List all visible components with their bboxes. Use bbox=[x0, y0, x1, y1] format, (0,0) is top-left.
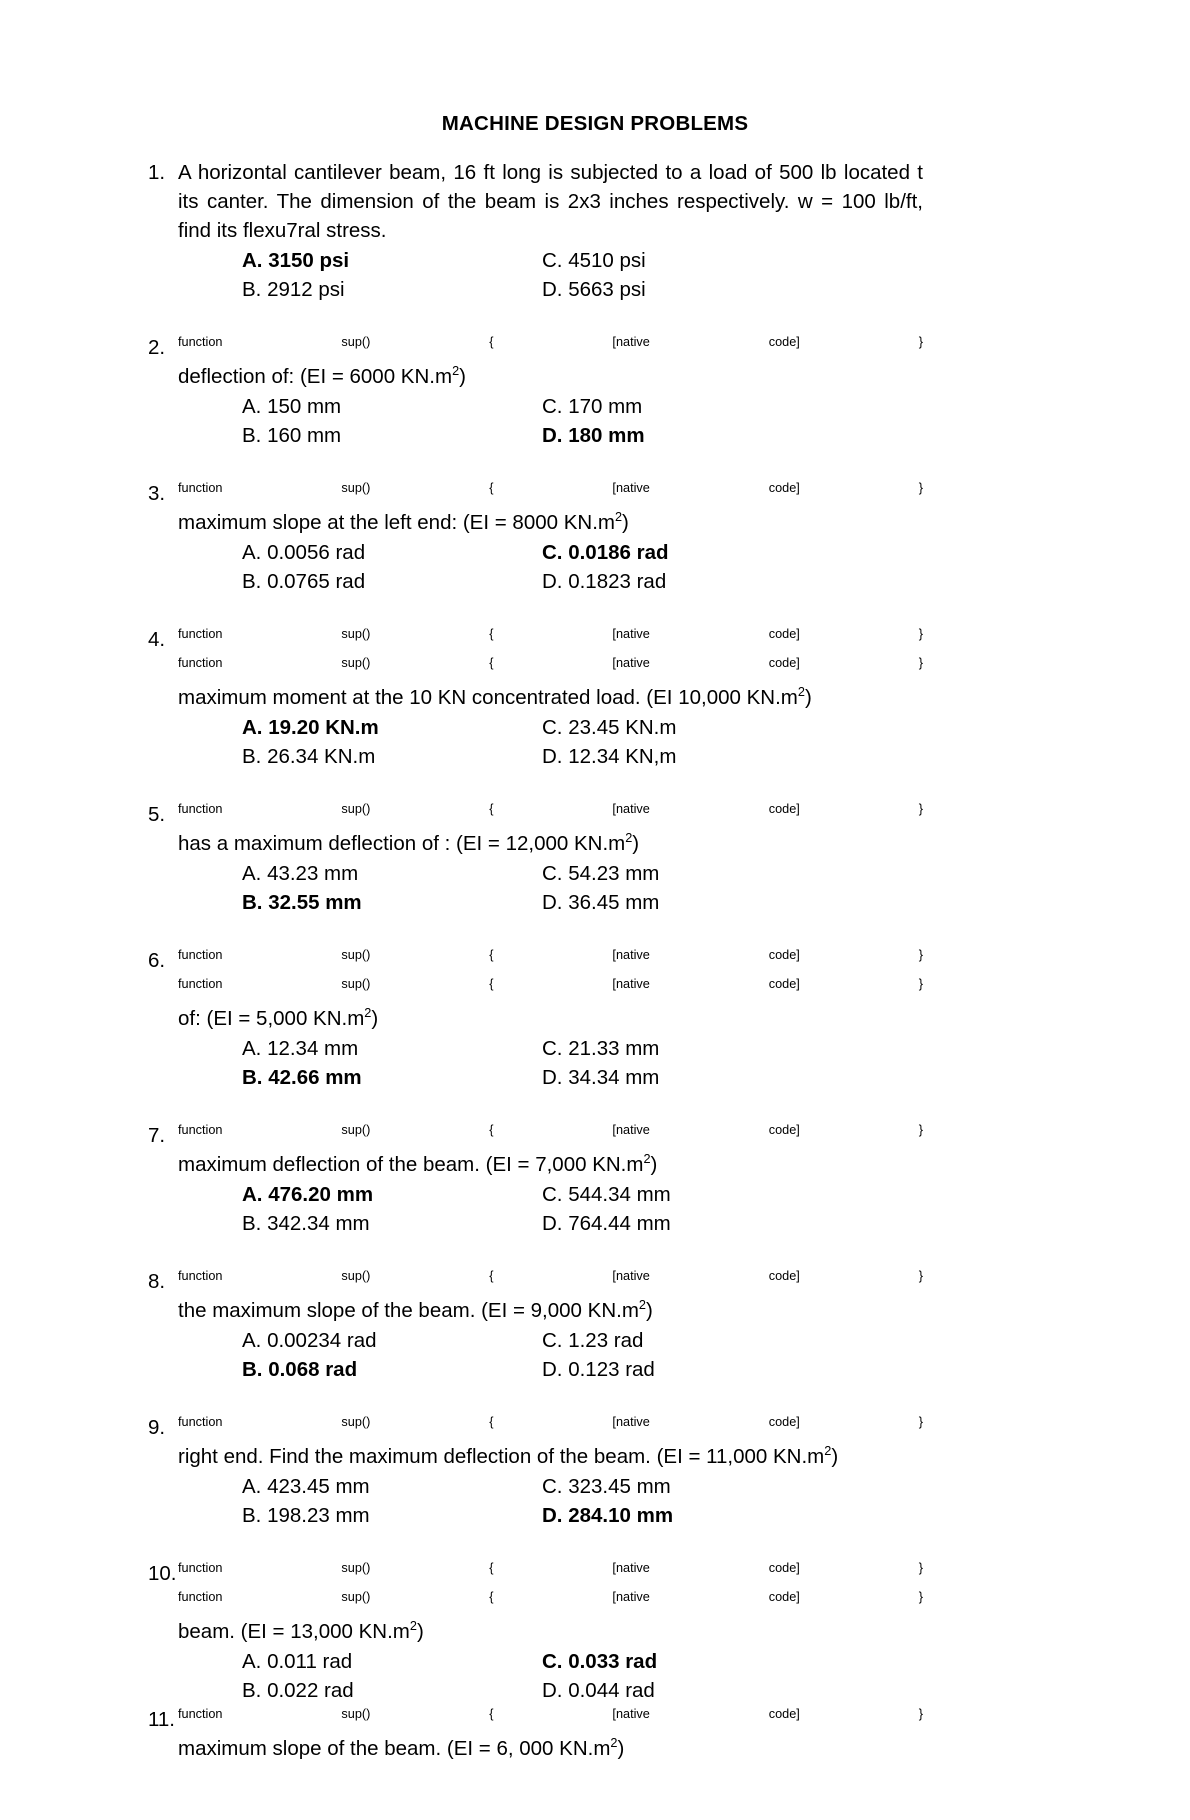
answer-choice[interactable]: A. 0.00234 rad bbox=[242, 1329, 377, 1352]
problem-number: 10. bbox=[148, 1562, 177, 1585]
exponent: 2 bbox=[824, 1443, 832, 1459]
problem-body bbox=[148, 1705, 923, 1763]
answer-choice[interactable]: C. 544.34 mm bbox=[542, 1183, 671, 1206]
answer-choice[interactable]: C. 21.33 mm bbox=[542, 1037, 660, 1060]
answer-choice[interactable]: B. 0.068 rad bbox=[242, 1358, 358, 1381]
problem-line bbox=[178, 1617, 923, 1646]
answer-choice[interactable]: C. 54.23 mm bbox=[542, 862, 660, 885]
answer-choice[interactable]: B. 26.34 KN.m bbox=[242, 745, 376, 768]
exponent: function sup() { [native code] } bbox=[178, 801, 923, 817]
closing-paren: ) bbox=[617, 1737, 625, 1760]
problem-body bbox=[148, 158, 923, 245]
answer-choice-row bbox=[242, 1501, 802, 1530]
answer-choice-row bbox=[242, 742, 802, 771]
problem-statement bbox=[178, 1413, 923, 1471]
answer-choice[interactable]: C. 1.23 rad bbox=[542, 1329, 644, 1352]
answer-choice-row bbox=[242, 888, 802, 917]
exponent: function sup() { [native code] } bbox=[178, 1560, 923, 1576]
problem-line-text: the maximum slope of the beam. (EI = 9,000 KN.m bbox=[178, 1299, 639, 1322]
problem-spacer bbox=[148, 1238, 923, 1267]
answer-choice[interactable]: B. 42.66 mm bbox=[242, 1066, 362, 1089]
answer-choice[interactable]: D. 12.34 KN,m bbox=[542, 745, 677, 768]
exponent: function sup() { [native code] } bbox=[178, 626, 923, 642]
closing-paren: ) bbox=[416, 1620, 424, 1643]
answer-choice-row bbox=[242, 1326, 802, 1355]
problem-number: 6. bbox=[148, 949, 166, 972]
problem-line bbox=[178, 333, 923, 362]
problem-number: 7. bbox=[148, 1124, 166, 1147]
problem-line bbox=[178, 975, 923, 1004]
exponent: function sup() { [native code] } bbox=[178, 655, 923, 671]
answer-choice[interactable]: D. 34.34 mm bbox=[542, 1066, 660, 1089]
problems-list bbox=[148, 158, 923, 1763]
answer-choice[interactable]: B. 0.022 rad bbox=[242, 1679, 354, 1702]
answer-choice[interactable]: A. 19.20 KN.m bbox=[242, 716, 379, 739]
problem-line-text: has a maximum deflection of : (EI = 12,000 KN.m bbox=[178, 832, 626, 855]
problem-line bbox=[178, 683, 923, 712]
problem-statement bbox=[178, 158, 923, 245]
closing-paren: ) bbox=[645, 1299, 653, 1322]
answer-choice-row bbox=[242, 1472, 802, 1501]
problem-line bbox=[178, 625, 923, 654]
problem-statement bbox=[178, 946, 923, 1033]
answer-choice[interactable]: B. 198.23 mm bbox=[242, 1504, 370, 1527]
answer-choice[interactable]: C. 23.45 KN.m bbox=[542, 716, 677, 739]
problem-item bbox=[148, 625, 923, 771]
answer-choice[interactable]: A. 0.011 rad bbox=[242, 1650, 353, 1673]
problem-statement bbox=[178, 1267, 923, 1325]
closing-paren: ) bbox=[622, 511, 629, 534]
problem-line-text: maximum deflection of the beam. (EI = 7,000 KN.m bbox=[178, 1153, 644, 1176]
problem-line-text: right end. Find the maximum deflection of the beam. (EI = 11,000 KN.m bbox=[178, 1445, 825, 1468]
exponent: function sup() { [native code] } bbox=[178, 976, 923, 992]
answer-choice-row bbox=[242, 567, 802, 596]
problem-line bbox=[178, 158, 923, 187]
problem-item bbox=[148, 1705, 923, 1763]
problem-line bbox=[178, 1588, 923, 1617]
problem-statement bbox=[178, 1705, 923, 1763]
answer-choice-row bbox=[242, 713, 802, 742]
problem-line bbox=[178, 1267, 923, 1296]
problem-spacer bbox=[148, 596, 923, 625]
problem-line bbox=[178, 654, 923, 683]
problem-body bbox=[148, 1413, 923, 1471]
exponent: function sup() { [native code] } bbox=[178, 334, 923, 350]
answer-choice[interactable]: C. 4510 psi bbox=[542, 249, 646, 272]
answer-choices bbox=[242, 246, 802, 304]
answer-choice[interactable]: B. 0.0765 rad bbox=[242, 570, 366, 593]
closing-paren: ) bbox=[650, 1153, 658, 1176]
answer-choices bbox=[242, 392, 802, 450]
exponent: function sup() { [native code] } bbox=[178, 480, 923, 496]
answer-choice[interactable]: C. 0.0186 rad bbox=[542, 541, 669, 564]
closing-paren: ) bbox=[459, 365, 466, 388]
exponent: 2 bbox=[409, 1618, 417, 1634]
answer-choice[interactable]: A. 43.23 mm bbox=[242, 862, 359, 885]
problem-line bbox=[178, 1705, 923, 1734]
answer-choice-row bbox=[242, 1063, 802, 1092]
problem-item bbox=[148, 1413, 923, 1530]
problem-line bbox=[178, 946, 923, 975]
problem-spacer bbox=[148, 1384, 923, 1413]
answer-choice[interactable]: A. 150 mm bbox=[242, 395, 342, 418]
problem-statement bbox=[178, 479, 923, 537]
exponent: 2 bbox=[643, 1151, 651, 1167]
answer-choice[interactable]: C. 323.45 mm bbox=[542, 1475, 671, 1498]
exponent: function sup() { [native code] } bbox=[178, 1589, 923, 1605]
answer-choice[interactable]: A. 3150 psi bbox=[242, 249, 350, 272]
problem-item bbox=[148, 1121, 923, 1238]
closing-paren: ) bbox=[632, 832, 640, 855]
closing-paren: ) bbox=[804, 686, 812, 709]
exponent: function sup() { [native code] } bbox=[178, 1122, 923, 1138]
problem-body bbox=[148, 1267, 923, 1325]
problem-number: 11. bbox=[148, 1708, 175, 1731]
problem-body bbox=[148, 333, 923, 391]
problem-number: 2. bbox=[148, 336, 166, 359]
answer-choices bbox=[242, 1472, 802, 1530]
answer-choices bbox=[242, 713, 802, 771]
exponent: function sup() { [native code] } bbox=[178, 1706, 923, 1722]
answer-choice[interactable]: B. 342.34 mm bbox=[242, 1212, 370, 1235]
answer-choice[interactable]: D. 0.123 rad bbox=[542, 1358, 655, 1381]
answer-choice[interactable]: D. 36.45 mm bbox=[542, 891, 660, 914]
problem-item bbox=[148, 1559, 923, 1705]
problem-statement bbox=[178, 1121, 923, 1179]
answer-choice[interactable]: B. 32.55 mm bbox=[242, 891, 362, 914]
answer-choice-row bbox=[242, 1355, 802, 1384]
answer-choice-row bbox=[242, 1647, 802, 1676]
problem-number: 4. bbox=[148, 628, 166, 651]
problem-statement bbox=[178, 1559, 923, 1646]
answer-choice[interactable]: C. 0.033 rad bbox=[542, 1650, 658, 1673]
closing-paren: ) bbox=[831, 1445, 839, 1468]
answer-choice-row bbox=[242, 1180, 802, 1209]
answer-choice-row bbox=[242, 538, 802, 567]
answer-choices bbox=[242, 1034, 802, 1092]
problem-item bbox=[148, 800, 923, 917]
problem-spacer bbox=[148, 450, 923, 479]
problem-line-text: maximum slope at the left end: (EI = 8000 KN.m bbox=[178, 511, 615, 534]
answer-choice[interactable]: C. 170 mm bbox=[542, 395, 643, 418]
problem-number: 1. bbox=[148, 161, 166, 184]
exponent: function sup() { [native code] } bbox=[178, 1268, 923, 1284]
exponent: 2 bbox=[614, 509, 623, 525]
answer-choice[interactable]: D. 284.10 mm bbox=[542, 1504, 674, 1527]
answer-choice[interactable]: D. 764.44 mm bbox=[542, 1212, 671, 1235]
answer-choice-row bbox=[242, 859, 802, 888]
problem-line bbox=[178, 362, 923, 391]
problem-line-text: its canter. The dimension of the beam is 2x3 inches respectively. w = 100 lb/ft, bbox=[178, 190, 923, 213]
problem-spacer bbox=[148, 1092, 923, 1121]
problem-number: 9. bbox=[148, 1416, 166, 1439]
problem-statement bbox=[178, 625, 923, 712]
problem-body bbox=[148, 625, 923, 712]
answer-choice-row bbox=[242, 1209, 802, 1238]
problem-body bbox=[148, 1121, 923, 1179]
problem-line bbox=[178, 1004, 923, 1033]
answer-choices bbox=[242, 1326, 802, 1384]
problem-item bbox=[148, 1267, 923, 1384]
problem-line bbox=[178, 1121, 923, 1150]
answer-choices bbox=[242, 859, 802, 917]
problem-line-text: beam. (EI = 13,000 KN.m bbox=[178, 1620, 410, 1643]
answer-choice-row bbox=[242, 275, 802, 304]
answer-choice-row bbox=[242, 392, 802, 421]
problem-line bbox=[178, 1296, 923, 1325]
problem-line bbox=[178, 1413, 923, 1442]
problem-line bbox=[178, 800, 923, 829]
answer-choice[interactable]: A. 476.20 mm bbox=[242, 1183, 374, 1206]
answer-choice-row bbox=[242, 421, 802, 450]
problem-spacer bbox=[148, 917, 923, 946]
problem-line bbox=[178, 1559, 923, 1588]
problem-line-text: A horizontal cantilever beam, 16 ft long is subjected to a load of 500 lb located t bbox=[178, 161, 923, 184]
problem-item bbox=[148, 946, 923, 1092]
answer-choices bbox=[242, 538, 802, 596]
answer-choice[interactable]: D. 5663 psi bbox=[542, 278, 646, 301]
problem-number: 8. bbox=[148, 1270, 166, 1293]
problem-line bbox=[178, 1734, 923, 1763]
problem-item bbox=[148, 333, 923, 450]
exponent: 2 bbox=[610, 1735, 618, 1751]
problem-line bbox=[178, 216, 923, 245]
problem-body bbox=[148, 800, 923, 858]
exponent: function sup() { [native code] } bbox=[178, 947, 923, 963]
problem-line-text: maximum slope of the beam. (EI = 6, 000 KN.m bbox=[178, 1737, 611, 1760]
exponent: function sup() { [native code] } bbox=[178, 1414, 923, 1430]
exponent: 2 bbox=[364, 1005, 372, 1021]
answer-choice[interactable]: B. 160 mm bbox=[242, 424, 342, 447]
problem-body bbox=[148, 479, 923, 537]
answer-choice-row bbox=[242, 1034, 802, 1063]
problem-body bbox=[148, 946, 923, 1033]
problem-number: 3. bbox=[148, 482, 166, 505]
answer-choice[interactable]: D. 0.044 rad bbox=[542, 1679, 655, 1702]
exponent: 2 bbox=[638, 1297, 646, 1313]
problem-line-text: maximum moment at the 10 KN concentrated load. (EI 10,000 KN.m bbox=[178, 686, 798, 709]
answer-choices bbox=[242, 1180, 802, 1238]
problem-line-text: find its flexu7ral stress. bbox=[178, 219, 387, 242]
answer-choices bbox=[242, 1647, 802, 1705]
problem-number: 5. bbox=[148, 803, 166, 826]
answer-choice[interactable]: A. 423.45 mm bbox=[242, 1475, 370, 1498]
problem-line bbox=[178, 829, 923, 858]
page-title: MACHINE DESIGN PROBLEMS bbox=[441, 112, 749, 135]
answer-choice-row bbox=[242, 246, 802, 275]
exponent: 2 bbox=[452, 363, 460, 379]
problem-item bbox=[148, 158, 923, 304]
answer-choice[interactable]: A. 12.34 mm bbox=[242, 1037, 359, 1060]
answer-choice-row bbox=[242, 1676, 802, 1705]
exponent: 2 bbox=[797, 684, 805, 700]
answer-choice[interactable]: D. 0.1823 rad bbox=[542, 570, 667, 593]
problem-statement bbox=[178, 333, 923, 391]
problem-line bbox=[178, 1442, 923, 1471]
problem-item bbox=[148, 479, 923, 596]
problem-line bbox=[178, 479, 923, 508]
problem-line bbox=[178, 508, 923, 537]
problem-line-text: deflection of: (EI = 6000 KN.m bbox=[178, 365, 453, 388]
answer-choice[interactable]: B. 2912 psi bbox=[242, 278, 345, 301]
problem-line bbox=[178, 1150, 923, 1179]
problem-line-text: of: (EI = 5,000 KN.m bbox=[178, 1007, 365, 1030]
closing-paren: ) bbox=[371, 1007, 379, 1030]
answer-choice[interactable]: A. 0.0056 rad bbox=[242, 541, 366, 564]
problem-line bbox=[178, 187, 923, 216]
problem-statement bbox=[178, 800, 923, 858]
problem-spacer bbox=[148, 304, 923, 333]
answer-choice[interactable]: D. 180 mm bbox=[542, 424, 645, 447]
exponent: 2 bbox=[625, 830, 633, 846]
problem-spacer bbox=[148, 1530, 923, 1559]
problem-spacer bbox=[148, 771, 923, 800]
problem-body bbox=[148, 1559, 923, 1646]
